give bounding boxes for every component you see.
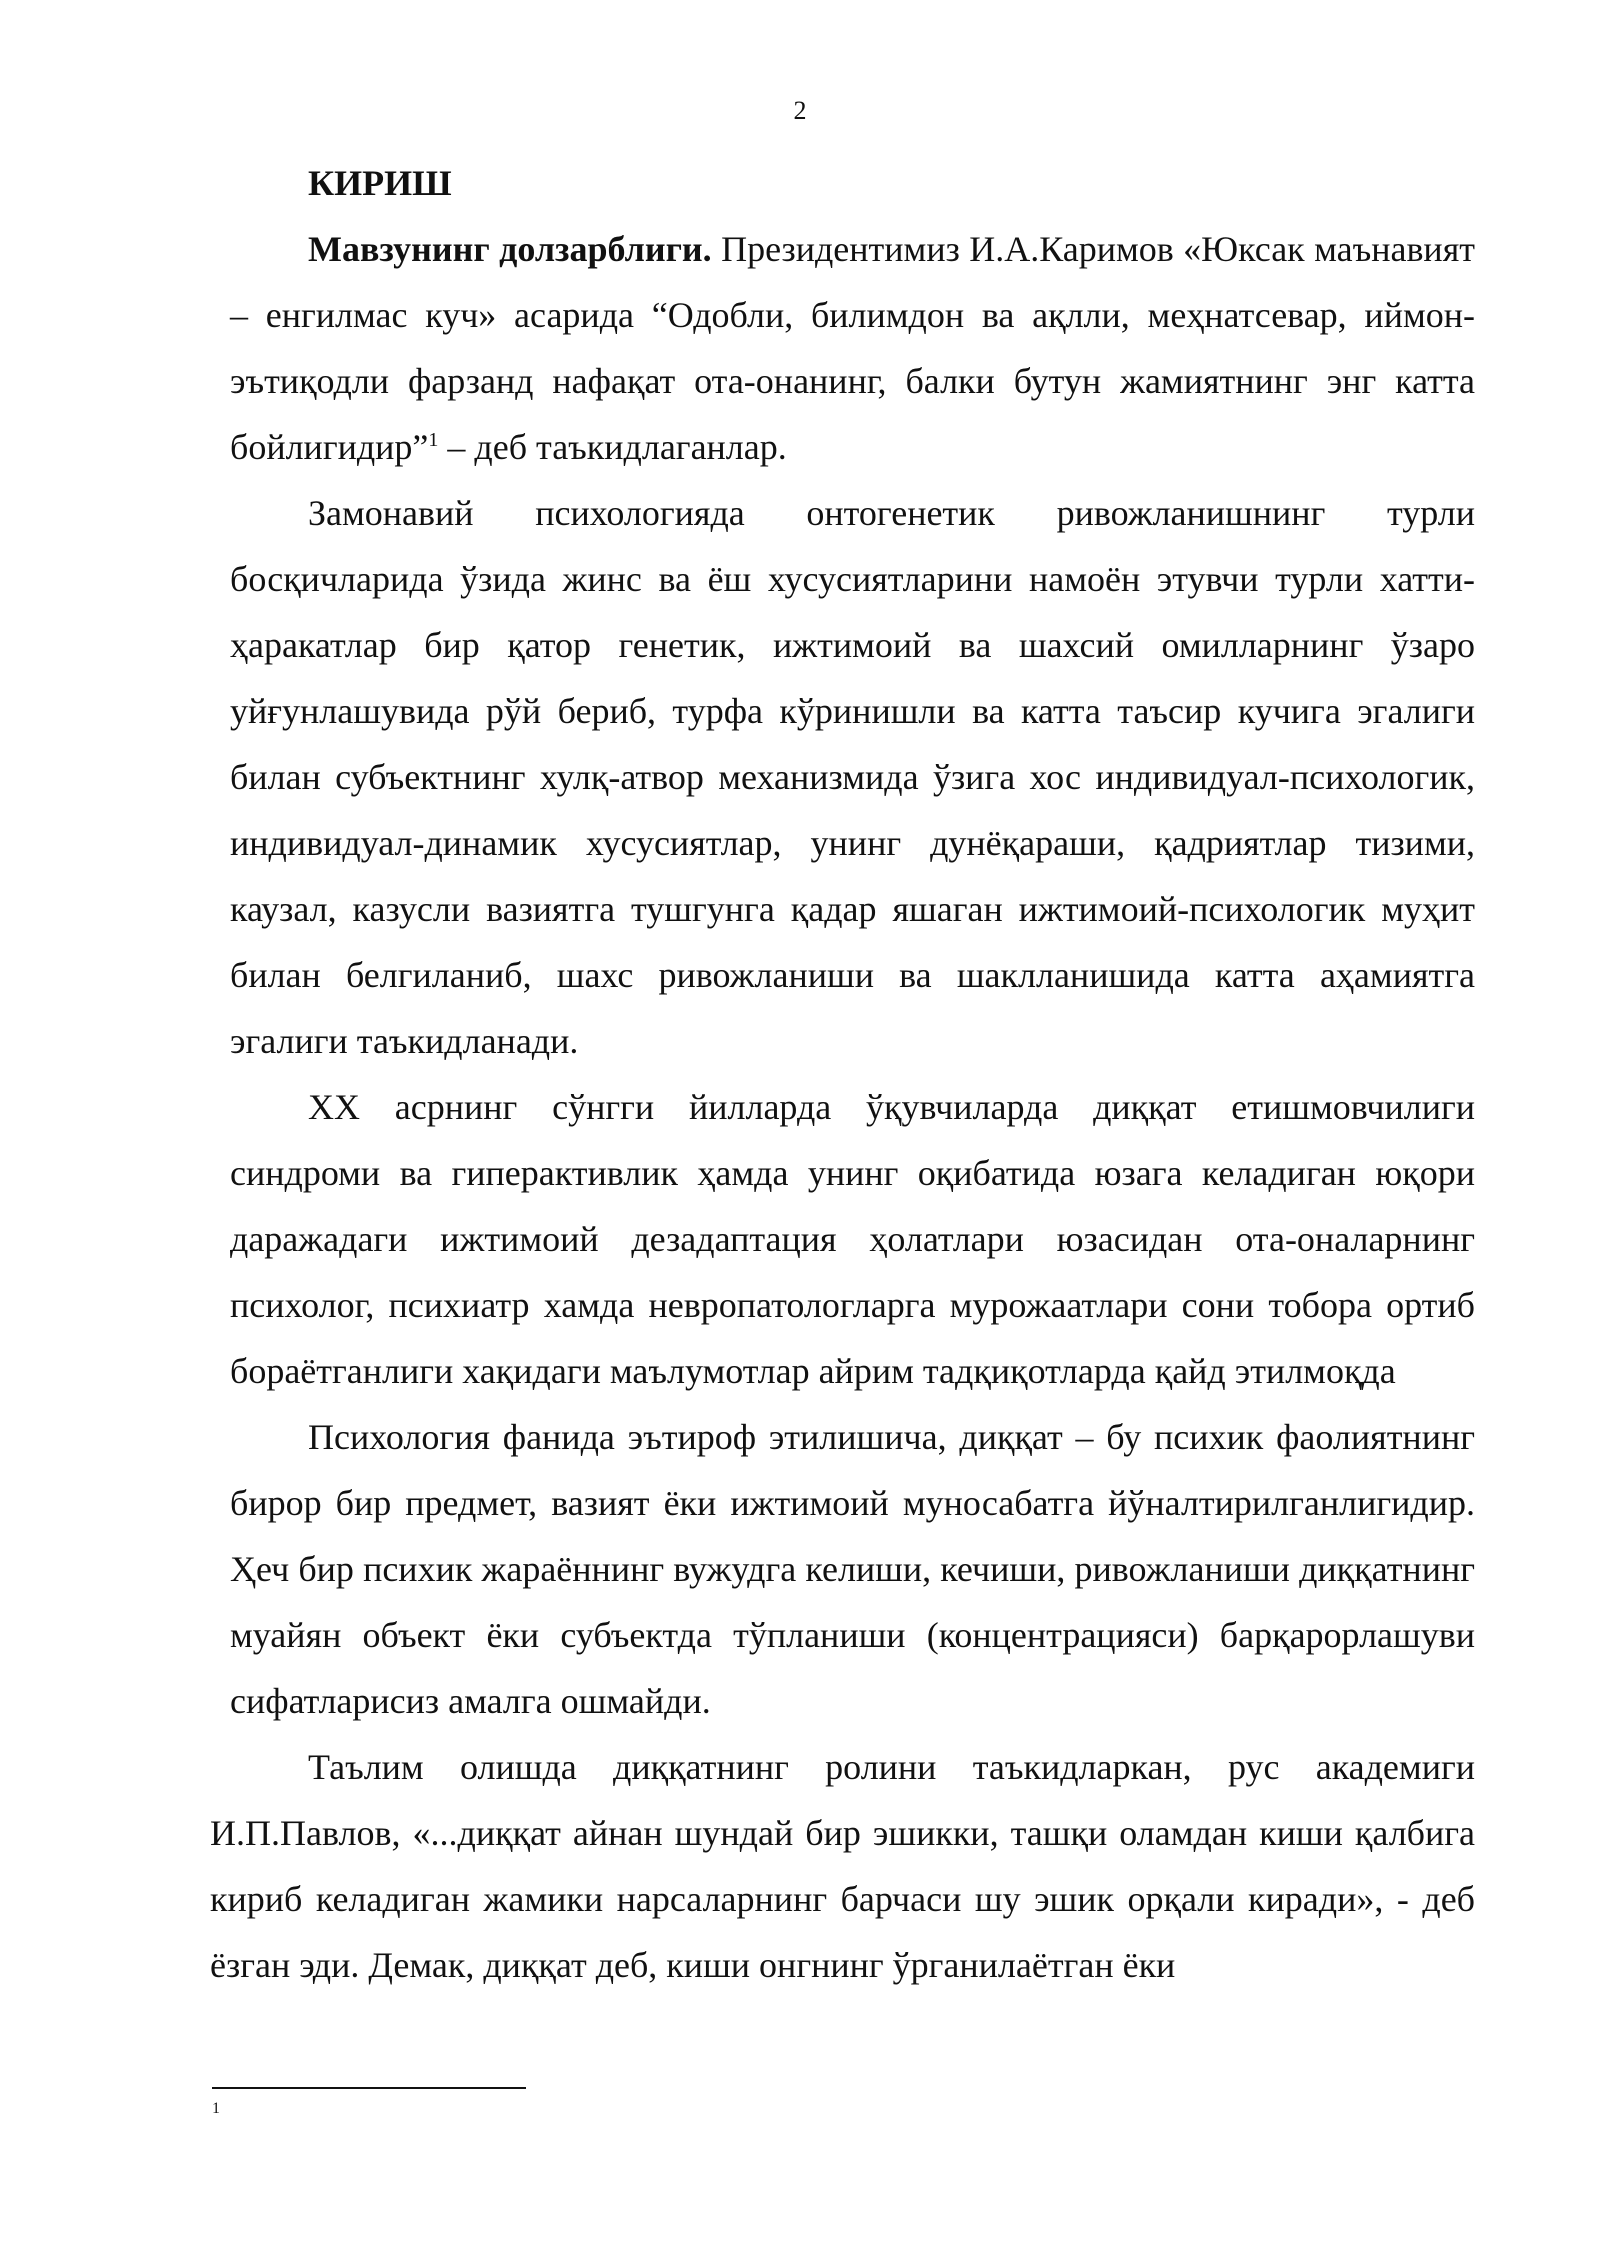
paragraph-tail: – деб таъкидлаганлар. xyxy=(438,427,787,467)
footnote-marker: 1 xyxy=(212,2100,220,2117)
paragraph-attention-definition: Психология фанида эътироф этилишича, диққат – бу психик фаолиятнинг бирор бир предмет, вазият ёки ижтимоий муносабатга йўналтирилганлигидир. Ҳеч бир психик жараённинг вужудга келиши, кечиши, ривожланиши диққатнинг муайян объект ёки субъектда тўпланиши (концентрацияси) барқарорлашуви сифатларисиз амалга ошмайди. xyxy=(230,1417,1475,1721)
paragraph-pavlov: Таълим олишда диққатнинг ролини таъкидларкан, рус академиги И.П.Павлов, «...диққат айнан шундай бир эшикки, ташқи оламдан киши қалбига кириб келадиган жамики нарсаларнинг барчаси шу эшик орқали киради», - деб ёзган эди. Демак, диққат деб, киши онгнинг ўрганилаётган ёки xyxy=(210,1747,1475,1985)
paragraph-attention-deficit: XX асрнинг сўнгги йилларда ўқувчиларда диққат етишмовчилиги синдроми ва гиперактивлик ҳамда унинг оқибатида юзага келадиган юқори даражадаги ижтимоий дезадаптация ҳолатлари юзасидан ота-оналарнинг психолог, психиатр хамда невропатологларга мурожаатлари сони тобора ортиб бораётганлиги хақидаги маълумотлар айрим тадқиқотларда қайд этилмоқда xyxy=(230,1087,1475,1391)
footnote-reference: 1 xyxy=(428,429,439,451)
document-body xyxy=(210,150,1475,1998)
paragraph-text: Президентимиз И.А.Каримов «Юксак маънавият – енгилмас куч» асарида “Одобли, билимдон ва ақлли, меҳнатсевар, иймон-эътиқодли фарзанд нафақат ота-онанинг, балки бутун жамиятнинг энг катта бойлигидир” xyxy=(230,229,1475,467)
section-heading: КИРИШ xyxy=(308,163,452,203)
page-number: 2 xyxy=(793,96,807,125)
paragraph-lead: Мавзунинг долзарблиги. xyxy=(308,229,712,269)
footnote-separator xyxy=(212,2087,526,2089)
paragraph-relevance xyxy=(230,216,1475,480)
paragraph-psychology: Замонавий психологияда онтогенетик ривожланишнинг турли босқичларида ўзида жинс ва ёш хусусиятларини намоён этувчи турли хатти-ҳаракатлар бир қатор генетик, ижтимоий ва шахсий омилларнинг ўзаро уйғунлашувида рўй бериб, турфа кўринишли ва катта таъсир кучига эгалиги билан субъектнинг хулқ-атвор механизмида ўзига хос индивидуал-психологик, индивидуал-динамик хусусиятлар, унинг дунёқараши, қадриятлар тизими, каузал, казусли вазиятга тушгунга қадар яшаган ижтимоий-психологик муҳит билан белгиланиб, шахс ривожланиши ва шаклланишида катта аҳамиятга эгалиги таъкидланади. xyxy=(230,493,1475,1061)
